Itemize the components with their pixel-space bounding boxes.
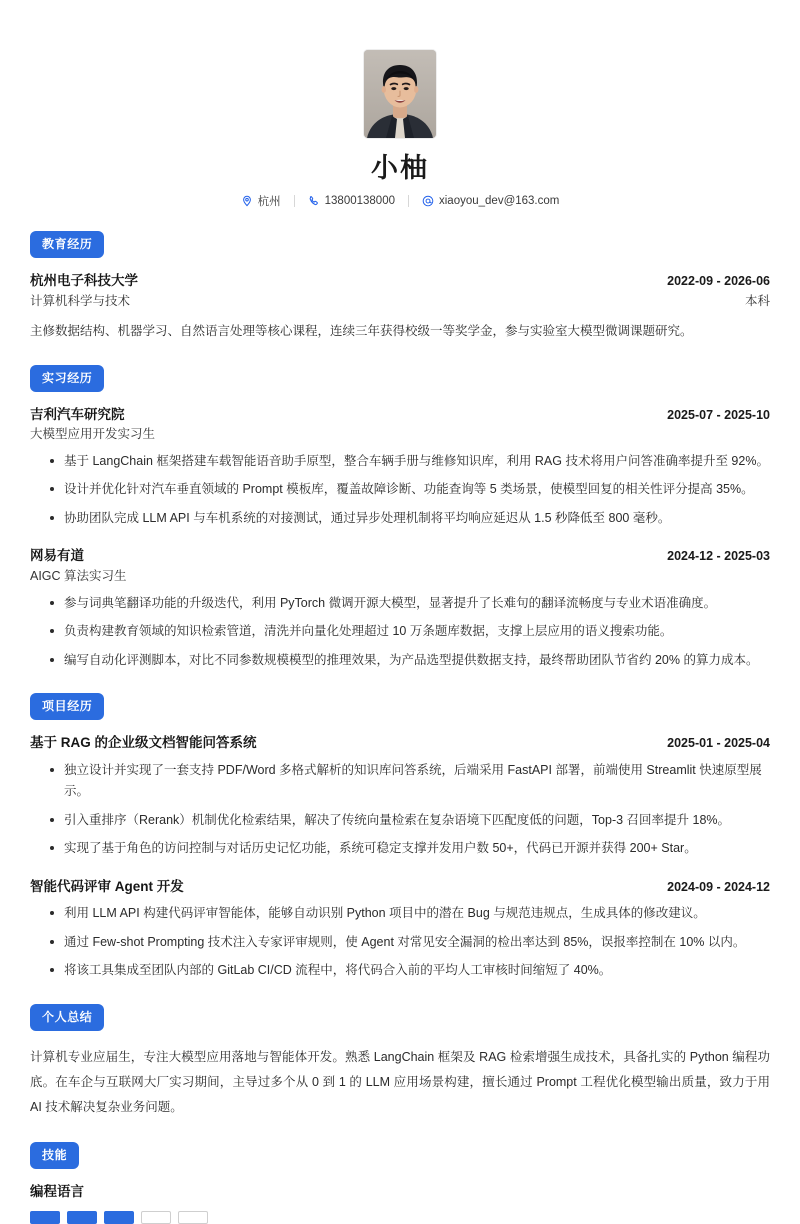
entry-sub <box>30 425 770 444</box>
job-title: 大模型应用开发实习生 <box>30 427 156 442</box>
list-item: 通过 Few-shot Prompting 技术注入专家评审规则，使 Agent 对常见安全漏洞的检出率达到 85%，误报率控制在 10% 以内。 <box>50 932 770 954</box>
education-description: 主修数据结构、机器学习、自然语言处理等核心课程，连续三年获得校级一等奖学金，参与实验室大模型微调课题研究。 <box>30 323 693 338</box>
section-summary <box>30 1004 770 1120</box>
list-item: 利用 LLM API 构建代码评审智能体，能够自动识别 Python 项目中的潜在 Bug 与规范违规点，生成具体的修改建议。 <box>50 903 770 925</box>
internship-entry <box>30 405 770 530</box>
list-item: 引入重排序（Rerank）机制优化检索结果，解决了传统向量检索在复杂语境下匹配度低的问题，Top-3 召回率提升 18%。 <box>50 810 770 832</box>
skill-block-filled <box>104 1211 134 1224</box>
skill-group-title: 编程语言 <box>30 1183 84 1199</box>
avatar <box>364 50 436 138</box>
list-item: 编写自动化评测脚本，对比不同参数规模模型的推理效果，为产品选型提供数据支持，最终帮助团队节省约 20% 的算力成本。 <box>50 650 770 672</box>
skill-group <box>30 1183 770 1224</box>
company-name: 吉利汽车研究院 <box>30 406 125 422</box>
internship-entry <box>30 546 770 671</box>
company-name: 网易有道 <box>30 548 84 564</box>
contact-row <box>30 193 770 209</box>
skill-block-empty <box>178 1211 208 1224</box>
project-entry <box>30 877 770 982</box>
contact-location-text: 杭州 <box>257 196 281 209</box>
list-item: 实现了基于角色的访问控制与对话历史记忆功能，系统可稳定支撑并发用户数 50+，代码已开源并获得 200+ Star。 <box>50 838 770 860</box>
list-item: 参与词典笔翻译功能的升级迭代，利用 PyTorch 微调开源大模型，显著提升了长难句的翻译流畅度与专业术语准确度。 <box>50 593 770 615</box>
entry-sub <box>30 567 770 586</box>
summary-text: 计算机专业应届生，专注大模型应用落地与智能体开发。熟悉 LangChain 框架及 RAG 检索增强生成技术，具备扎实的 Python 编程功底。在车企与互联网大厂实习期间，主导过多个从 0 到 1 的 LLM 应用场景构建，擅长通过 Prompt 工程优化模型输出质量，致力于用 AI 技术解决复杂业务问题。 <box>30 1049 770 1114</box>
entry-head <box>30 271 770 291</box>
project-bullets <box>30 760 770 860</box>
section-badge-summary: 个人总结 <box>30 1004 104 1031</box>
contact-phone <box>295 195 408 207</box>
list-item: 将该工具集成至团队内部的 GitLab CI/CD 流程中，将代码合入前的平均人工审核时间缩短了 40%。 <box>50 960 770 982</box>
entry-sub <box>30 292 770 311</box>
skill-block-filled <box>30 1211 60 1224</box>
project-entry <box>30 733 770 860</box>
education-entry <box>30 271 770 342</box>
entry-head <box>30 405 770 425</box>
skill-block-filled <box>67 1211 97 1224</box>
job-title: AIGC 算法实习生 <box>30 568 127 583</box>
section-badge-projects: 项目经历 <box>30 693 104 720</box>
internship-date: 2024-12 - 2025-03 <box>667 549 770 564</box>
project-name: 基于 RAG 的企业级文档智能问答系统 <box>30 735 257 751</box>
location-pin-icon <box>241 195 253 207</box>
internship-date: 2025-07 - 2025-10 <box>667 407 770 422</box>
contact-phone-text: 13800138000 <box>324 195 395 208</box>
section-badge-internship: 实习经历 <box>30 365 104 392</box>
entry-head <box>30 877 770 897</box>
school-name: 杭州电子科技大学 <box>30 273 138 289</box>
section-badge-education: 教育经历 <box>30 231 104 258</box>
degree: 本科 <box>744 293 770 308</box>
section-projects <box>30 693 770 982</box>
entry-head <box>30 546 770 566</box>
contact-email <box>409 195 572 207</box>
list-item: 设计并优化针对汽车垂直领域的 Prompt 模板库，覆盖故障诊断、功能查询等 5 类场景，使模型回复的相关性评分提高 35%。 <box>50 479 770 501</box>
section-skills <box>30 1142 770 1224</box>
project-date: 2025-01 - 2025-04 <box>667 736 770 751</box>
contact-location <box>228 193 294 209</box>
project-name: 智能代码评审 Agent 开发 <box>30 878 184 894</box>
section-badge-skills: 技能 <box>30 1142 79 1169</box>
internship-bullets <box>30 593 770 672</box>
email-icon <box>422 195 434 207</box>
list-item: 负责构建教育领域的知识检索管道，清洗并向量化处理超过 10 万条题库数据，支撑上层应用的语义搜索功能。 <box>50 621 770 643</box>
project-date: 2024-09 - 2024-12 <box>667 879 770 894</box>
person-name: 小柚 <box>371 153 429 183</box>
section-education <box>30 231 770 342</box>
project-bullets <box>30 903 770 982</box>
major: 计算机科学与技术 <box>30 293 131 308</box>
contact-email-text: xiaoyou_dev@163.com <box>439 195 560 208</box>
internship-bullets <box>30 451 770 530</box>
skill-rating <box>30 1211 770 1224</box>
list-item: 独立设计并实现了一套支持 PDF/Word 多格式解析的知识库问答系统，后端采用 FastAPI 部署，前端使用 Streamlit 快速原型展示。 <box>50 760 770 803</box>
list-item: 协助团队完成 LLM API 与车机系统的对接测试，通过异步处理机制将平均响应延迟从 1.5 秒降低至 800 毫秒。 <box>50 508 770 530</box>
entry-head <box>30 733 770 753</box>
skill-block-empty <box>141 1211 171 1224</box>
education-date: 2022-09 - 2026-06 <box>667 274 770 289</box>
section-internship <box>30 365 770 672</box>
resume-header <box>30 0 770 209</box>
phone-icon <box>308 195 320 207</box>
list-item: 基于 LangChain 框架搭建车载智能语音助手原型，整合车辆手册与维修知识库，利用 RAG 技术将用户问答准确率提升至 92%。 <box>50 451 770 473</box>
